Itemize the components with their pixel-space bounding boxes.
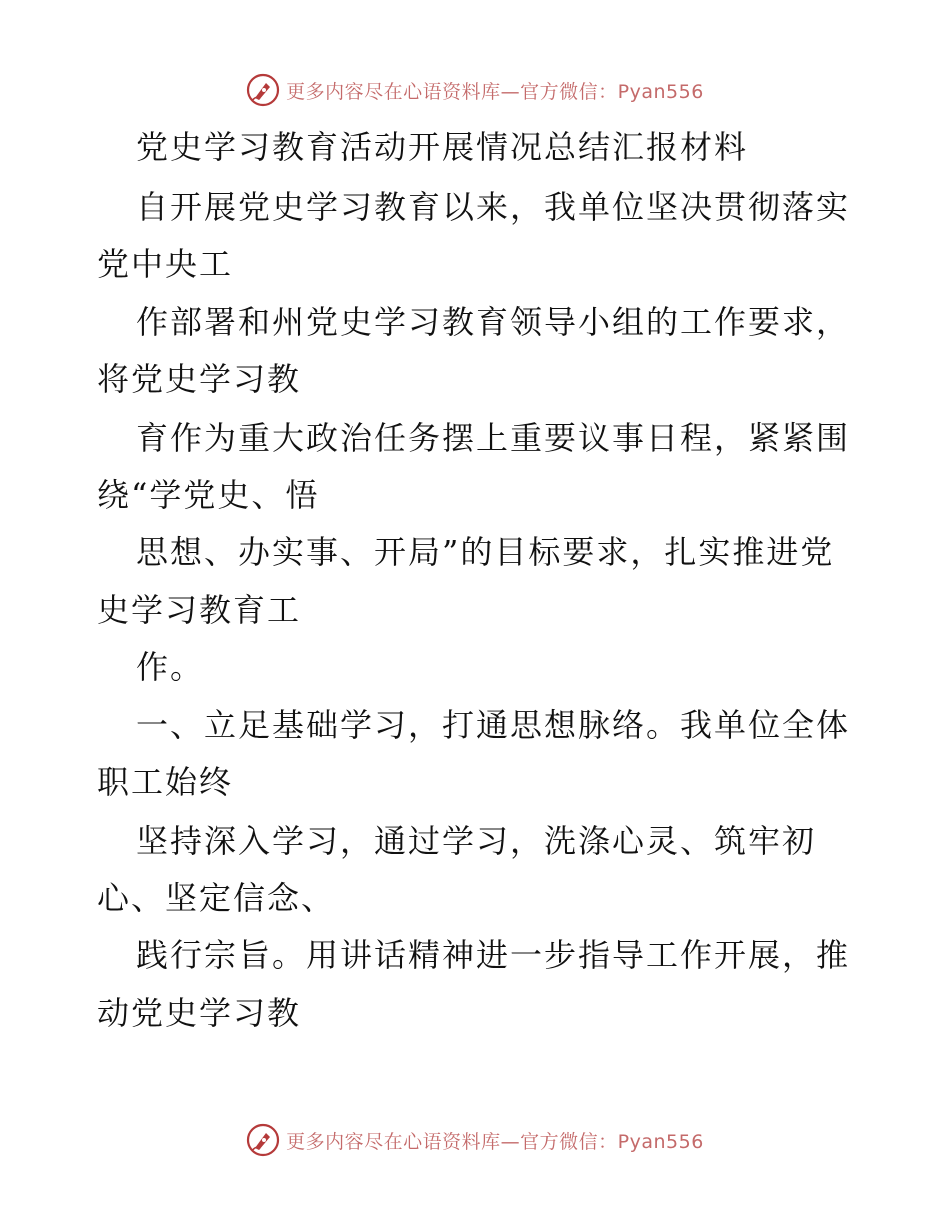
pen-nib-logo-icon bbox=[246, 73, 280, 107]
paragraph-line: 心、坚定信念、 bbox=[97, 879, 336, 917]
watermark-text: 更多内容尽在心语资料库—官方微信：Pyan556 bbox=[286, 1130, 704, 1153]
section-heading-line: 一、立足基础学习，打通思想脉络。我单位全体 bbox=[136, 706, 851, 744]
document-title: 党史学习教育活动开展情况总结汇报材料 bbox=[136, 128, 749, 166]
paragraph-line: 坚持深入学习，通过学习，洗涤心灵、筑牢初 bbox=[136, 822, 817, 860]
footer-watermark bbox=[0, 1120, 950, 1160]
paragraph-line: 史学习教育工 bbox=[97, 591, 302, 629]
paragraph-line: 职工始终 bbox=[97, 763, 234, 801]
paragraph-line: 思想、办实事、开局”的目标要求，扎实推进党 bbox=[136, 533, 835, 571]
paragraph-line: 育作为重大政治任务摆上重要议事日程，紧紧围 bbox=[136, 419, 851, 457]
paragraph-line: 践行宗旨。用讲话精神进一步指导工作开展，推 bbox=[136, 936, 851, 974]
paragraph-line: 作部署和州党史学习教育领导小组的工作要求， bbox=[136, 303, 851, 341]
paragraph-line: 将党史学习教 bbox=[97, 360, 302, 398]
paragraph-line: 绕“学党史、悟 bbox=[97, 476, 320, 514]
paragraph-line: 党中央工 bbox=[97, 245, 234, 283]
pen-nib-logo-icon bbox=[246, 1123, 280, 1157]
paragraph-line: 作。 bbox=[136, 648, 205, 686]
paragraph-line: 自开展党史学习教育以来，我单位坚决贯彻落实 bbox=[136, 188, 851, 226]
header-watermark bbox=[0, 70, 950, 110]
watermark-text: 更多内容尽在心语资料库—官方微信：Pyan556 bbox=[286, 80, 704, 103]
paragraph-line: 动党史学习教 bbox=[97, 994, 302, 1032]
